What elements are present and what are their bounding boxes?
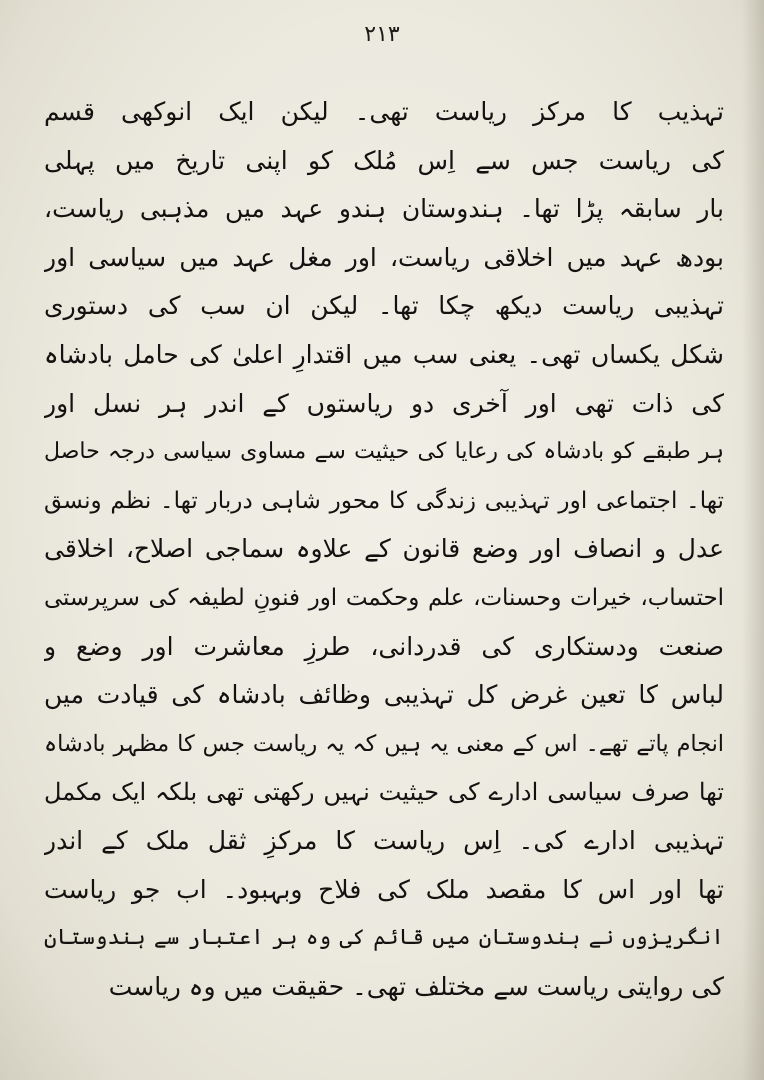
text-line: ہر طبقے کو بادشاہ کی رعایا کی حیثیت سے مساوی سیاسی درجہ حاصل	[44, 439, 724, 465]
text-line: احتساب، خیرات وحسنات، علم وحکمت اور فنونِ لطیفہ کی سرپرستی	[44, 584, 724, 611]
text-line: تہذیبی ریاست دیکھ چکا تھا۔ لیکن ان سب کی دستوری	[44, 291, 724, 321]
text-line: تھا اور اس کا مقصد ملک کی فلاح وبہبود۔ اب جو ریاست	[44, 874, 724, 904]
text-line: تھا۔ اجتماعی اور تہذیبی زندگی کا محور شاہی دربار تھا۔ نظم ونسق	[44, 486, 724, 514]
text-line: انجام پاتے تھے۔ اس کے معنی یہ ہیں کہ یہ ریاست جس کا مظہر بادشاہ	[44, 730, 724, 757]
text-line: شکل یکساں تھی۔ یعنی سب میں اقتدارِ اعلیٰ کی حامل بادشاہ	[44, 339, 724, 369]
text-line: صنعت ودستکاری کی قدردانی، طرزِ معاشرت اور وضع و	[44, 631, 724, 661]
text-line: کی روایتی ریاست سے مختلف تھی۔ حقیقت میں وہ ریاست	[108, 971, 724, 1001]
text-line: تہذیبی ادارے کی۔ اِس ریاست کا مرکزِ ثقل ملک کے اندر	[44, 825, 724, 855]
text-line: تہذیب کا مرکز ریاست تھی۔ لیکن ایک انوکھی قسم	[44, 97, 724, 126]
text-line: عدل و انصاف اور وضع قانون کے علاوہ سماجی اصلاح، اخلاقی	[44, 534, 724, 564]
page-number: ۲۱۳	[364, 22, 400, 47]
text-line: کی ریاست جس سے اِس مُلک کو اپنی تاریخ میں پہلی	[44, 145, 724, 175]
text-line: بودھ عہد میں اخلاقی ریاست، اور مغل عہد میں سیاسی اور	[44, 242, 724, 272]
text-line: تھا صرف سیاسی ادارے کی حیثیت نہیں رکھتی تھی بلکہ ایک مکمل	[44, 778, 724, 807]
page-text	[44, 88, 724, 1011]
text-line: کی ذات تھی اور آخری دو ریاستوں کے اندر ہر نسل اور	[44, 388, 724, 418]
text-line: انگریزوں نے ہندوستان میں قائم کی وہ ہر اعتبار سے ہندوستان	[44, 925, 724, 951]
text-line: بار سابقہ پڑا تھا۔ ہندوستان ہندو عہد میں مذہبی ریاست،	[44, 194, 724, 224]
text-line: لباس کا تعین غرض کل تہذیبی وظائف بادشاہ کی قیادت میں	[44, 680, 724, 710]
